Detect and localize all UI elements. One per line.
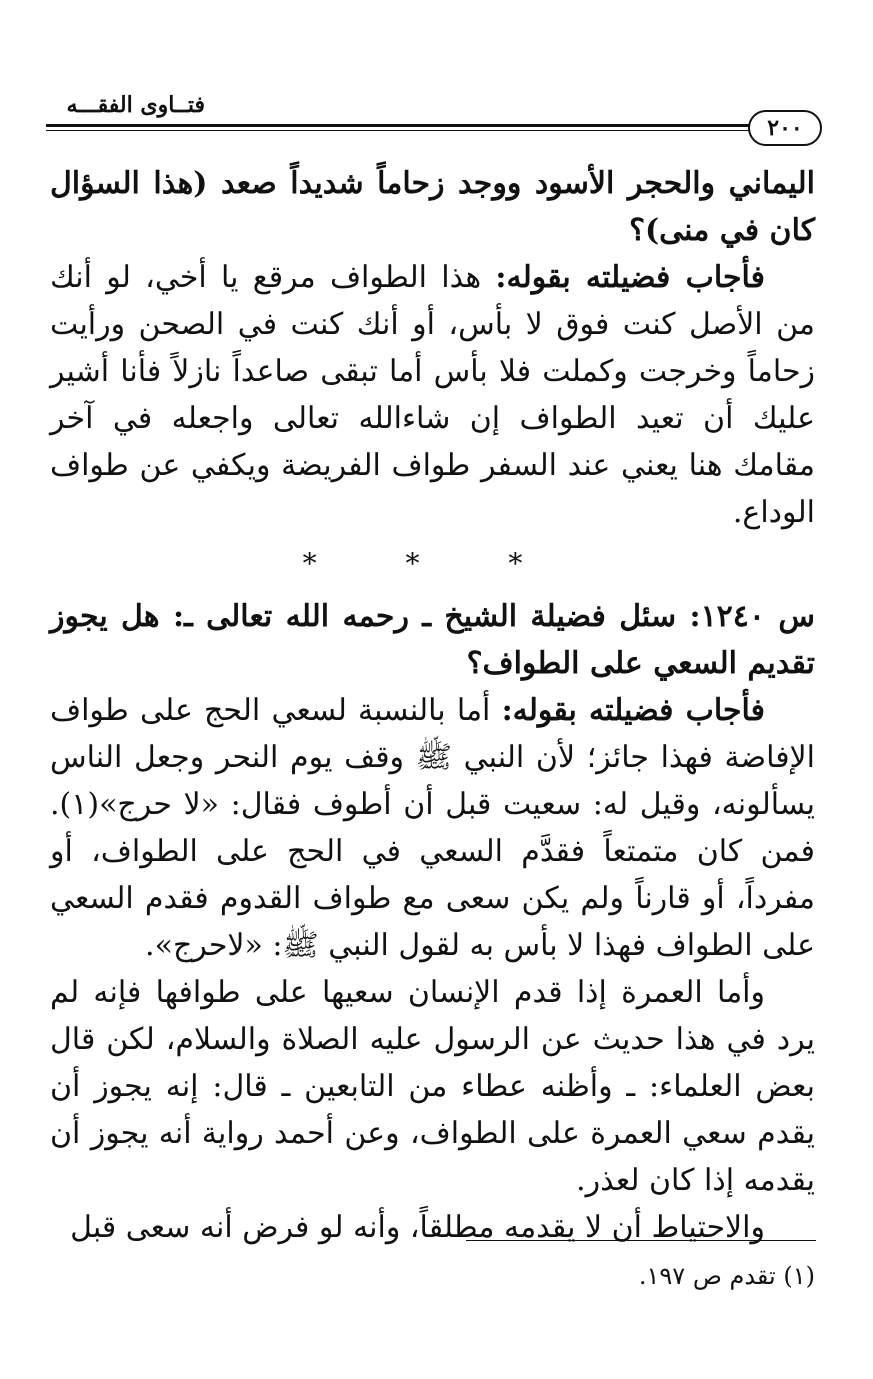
question-paragraph [50, 593, 815, 687]
body-text [50, 160, 815, 1251]
answer-paragraph [50, 254, 815, 536]
header-rule-thin [46, 130, 750, 131]
answer-body: أما بالنسبة لسعي الحج على طواف الإفاضة فهذا جائز؛ لأن النبي ﷺ وقف يوم النحر وجعل الناس يسألونه، وقيل له: سعيت قبل أن أطوف فقال: «لا حرج»(١). فمن كان متمتعاً فقدَّم السعي في الحج على الطواف، أو مفرداً، أو قارناً ولم يكن سعى مع طواف القدوم فقدم السعي على الطواف فهذا لا بأس به لقول النبي ﷺ: «لاحرج». [50, 693, 815, 963]
footnote-rule [466, 1240, 816, 1241]
section-separator: * * * [302, 547, 563, 580]
page-number: ٢٠٠ [748, 110, 822, 146]
question-body: سئل فضيلة الشيخ ـ رحمه الله تعالى ـ: هل يجوز تقديم السعي على الطواف؟ [50, 599, 815, 681]
answer-lead: فأجاب فضيلته بقوله: [495, 260, 765, 295]
running-title: فتــاوى الفقـــه [66, 92, 205, 118]
answer-body: هذا الطواف مرقع يا أخي، لو أنك من الأصل كنت فوق لا بأس، أو أنك كنت في الصحن ورأيت زحاماً وخرجت وكملت فلا بأس أما تبقى صاعداً نازلاً فأنا أشير عليك أن تعيد الطواف إن شاءالله تعالى واجعله في آخر مقامك هنا يعني عند السفر طواف الفريضة ويكفي عن طواف الوداع. [50, 260, 815, 530]
answer-paragraph [50, 687, 815, 969]
header-rule [46, 124, 750, 127]
footnote: (١) تقدم ص ١٩٧. [638, 1262, 815, 1290]
body-paragraph: وأما العمرة إذا قدم الإنسان سعيها على طوافها فإنه لم يرد في هذا حديث عن الرسول عليه الصلاة والسلام، لكن قال بعض العلماء: ـ وأظنه عطاء من التابعين ـ قال: إنه يجوز أن يقدم سعي العمرة على الطواف، وعن أحمد رواية أنه يجوز أن يقدمه إذا كان لعذر. [50, 975, 815, 1198]
answer-lead: فأجاب فضيلته بقوله: [501, 693, 765, 728]
body-paragraph: والاحتياط أن لا يقدمه مطلقاً، وأنه لو فرض أنه سعى قبل [70, 1210, 765, 1245]
question-continuation: اليماني والحجر الأسود ووجد زحاماً شديداً صعد (هذا السؤال كان في منى)؟ [50, 166, 815, 248]
question-number: س ١٢٤٠: [689, 599, 815, 634]
